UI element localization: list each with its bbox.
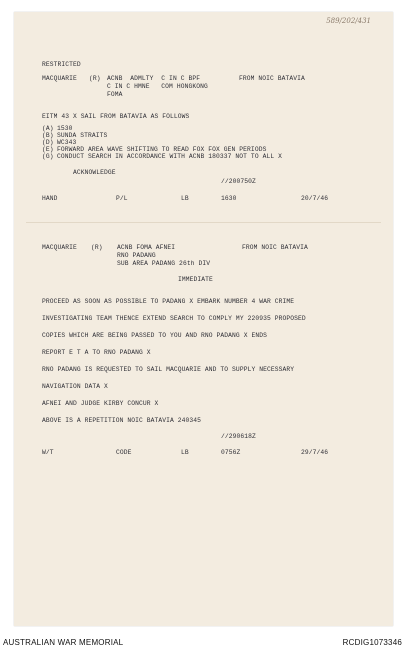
msg2-time: 0756Z [221,449,241,456]
msg2-body-line: REPORT E T A TO RNO PADANG X [42,349,151,356]
msg1-date: 20/7/46 [301,195,329,202]
msg2-to-line2: RNO PADANG [117,252,156,259]
msg2-to-line3: SUB AREA PADANG 26th DIV [117,260,211,267]
msg2-body-line: INVESTIGATING TEAM THENCE EXTEND SEARCH TO COMPLY MY 220935 PROPOSED [42,315,306,322]
msg1-item-key: (A) [42,125,54,132]
msg1-item-key: (E) [42,146,54,153]
msg1-to-line1: ACNB ADMLTY C IN C BPF [107,75,201,82]
message-divider [26,222,381,223]
classification: RESTRICTED [42,61,81,68]
msg1-item-key: (B) [42,132,54,139]
msg1-item-text: WC343 [57,139,77,146]
msg1-dtg: //200750Z [221,178,256,185]
msg1-method: HAND [42,195,58,202]
msg2-body-line: AFNEI AND JUDGE KIRBY CONCUR X [42,400,159,407]
msg1-from: FROM NOIC BATAVIA [239,75,305,82]
msg2-to-line1: ACNB FOMA AFNEI [117,244,176,251]
handwritten-reference: 589/202/431 [326,17,371,25]
msg2-body-line: ABOVE IS A REPETITION NOIC BATAVIA 240345 [42,417,202,424]
msg2-precedence: (R) [91,244,103,251]
msg1-item-key: (G) [42,153,54,160]
msg1-pl: P/L [116,195,128,202]
msg2-body-line: COPIES WHICH ARE BEING PASSED TO YOU AND RNO PADANG X ENDS [42,332,267,339]
msg1-addressee: MACQUARIE [42,75,77,82]
msg1-lb: LB [181,195,189,202]
msg1-to-line3: FOMA [107,91,123,98]
msg2-code: CODE [116,449,132,456]
msg1-acknowledge: ACKNOWLEDGE [73,169,116,176]
msg2-method: W/T [42,449,54,456]
msg2-from: FROM NOIC BATAVIA [242,244,308,251]
msg1-item-text: SUNDA STRAITS [57,132,108,139]
msg1-to-line2: C IN C HMNE COM HONGKONG [107,83,208,90]
msg1-precedence: (R) [89,75,101,82]
msg1-item-text: 1530 [57,125,73,132]
msg2-addressee: MACQUARIE [42,244,77,251]
msg1-time: 1630 [221,195,237,202]
document-page [14,12,393,626]
msg1-item-key: (D) [42,139,54,146]
msg1-item-text: CONDUCT SEARCH IN ACCORDANCE WITH ACNB 180337 NOT TO ALL X [57,153,282,160]
msg2-date: 29/7/46 [301,449,329,456]
msg1-body-intro: EITM 43 X SAIL FROM BATAVIA AS FOLLOWS [42,113,190,120]
archive-id: RCDIG1073346 [342,638,402,647]
msg2-body-line: RNO PADANG IS REQUESTED TO SAIL MACQUARIE AND TO SUPPLY NECESSARY [42,366,295,373]
msg1-item-text: FORWARD AREA WAVE SHIFTING TO READ FOX FOX GEN PERIODS [57,146,267,153]
msg2-body-line: PROCEED AS SOON AS POSSIBLE TO PADANG X EMBARK NUMBER 4 WAR CRIME [42,298,295,305]
msg2-priority: IMMEDIATE [178,276,213,283]
msg2-lb: LB [181,449,189,456]
archive-name: AUSTRALIAN WAR MEMORIAL [3,638,124,647]
msg2-dtg: //290618Z [221,433,256,440]
msg2-body-line: NAVIGATION DATA X [42,383,108,390]
